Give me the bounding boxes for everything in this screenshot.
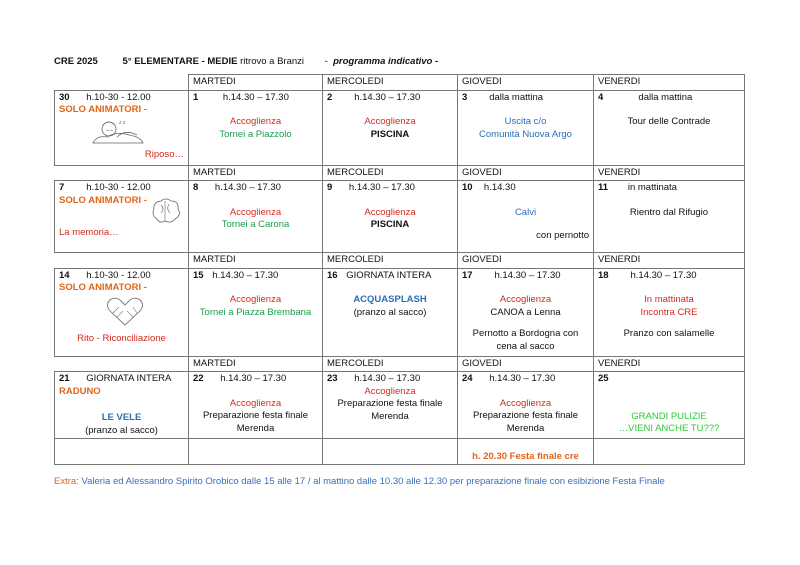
- day-cell-3: [458, 90, 594, 165]
- day-cell-14: [55, 268, 189, 356]
- activity-line: Merenda: [506, 422, 545, 434]
- weekday-header-row: [55, 75, 745, 91]
- empty-cell: [55, 439, 189, 465]
- day-number: 2: [327, 91, 333, 103]
- time: h.10-30 - 12.00: [86, 269, 151, 281]
- day-cell-18: [594, 268, 745, 356]
- activity-line: Preparazione festa finale: [202, 410, 309, 421]
- activity-line: Accoglienza: [229, 116, 282, 127]
- day-number: 17: [462, 269, 473, 281]
- header-title: CRE 2025: [54, 56, 98, 67]
- activity-line: Tour delle Contrade: [627, 116, 711, 127]
- day-cell-1: [189, 90, 323, 165]
- weekday-header-row: [55, 356, 745, 372]
- final-event-cell: [458, 439, 594, 465]
- schedule-table: [54, 74, 745, 465]
- day-number: 11: [598, 182, 609, 193]
- empty-header-cell: [55, 165, 189, 181]
- time: h.10-30 - 12.00: [86, 182, 151, 193]
- time: dalla mattina: [489, 91, 544, 103]
- empty-header-cell: [55, 356, 189, 372]
- day-header-thu: GIOVEDI: [458, 356, 594, 372]
- day-header-thu: GIOVEDI: [458, 253, 594, 269]
- extra-note: [54, 476, 665, 487]
- theme-note: Riposo…: [144, 148, 184, 160]
- day-cell-30: [55, 90, 189, 165]
- empty-header-cell: [55, 253, 189, 269]
- activity-line: …VIENI ANCHE TU???: [618, 423, 720, 434]
- day-number: 8: [193, 182, 199, 193]
- activity-line: (pranzo al sacco): [353, 306, 427, 318]
- time: h.10-30 - 12.00: [86, 91, 151, 103]
- sleeping-child-icon: [87, 115, 147, 149]
- activity-line: Accoglienza: [229, 397, 282, 409]
- day-number: 14: [59, 269, 70, 281]
- day-header-fri: VENERDI: [594, 356, 745, 372]
- time: h.14.30 – 17.30: [222, 91, 289, 103]
- day-number: 16: [327, 269, 338, 281]
- activity-line: Tornei a Carona: [221, 219, 290, 230]
- activity-line: Tornei a Piazzolo: [219, 128, 292, 140]
- day-header-tue: MARTEDI: [189, 75, 323, 91]
- week-row: [55, 90, 745, 165]
- week-row: [55, 372, 745, 439]
- activity-line: Accoglienza: [499, 397, 552, 409]
- day-header-wed: MERCOLEDI: [323, 356, 458, 372]
- activity-line: Merenda: [371, 410, 409, 422]
- time: h.14.30 – 17.30: [630, 269, 697, 281]
- hands-heart-icon: [105, 295, 145, 329]
- activity-line: Accoglienza: [364, 385, 416, 397]
- activity-line: Comunità Nuova Argo: [479, 128, 572, 140]
- day-header-fri: VENERDI: [594, 253, 745, 269]
- day-header-tue: MARTEDI: [189, 253, 323, 269]
- day-number: 9: [327, 182, 333, 193]
- week-row: [55, 181, 745, 253]
- activity-line: Accoglienza: [229, 206, 282, 218]
- day-number: 4: [598, 91, 604, 103]
- day-cell-2: [323, 90, 458, 165]
- time: GIORNATA INTERA: [86, 373, 172, 384]
- final-party-label: h. 20.30 Festa finale cre: [472, 450, 579, 462]
- activity-line: In mattinata: [644, 294, 694, 305]
- time: GIORNATA INTERA: [346, 269, 432, 281]
- extra-text: Valeria ed Alessandro Spirito Orobico dalle 15 alle 17 / al mattino dalle 10.30 alle 12.30 per preparazione finale con esibizione Festa Finale: [81, 476, 665, 487]
- header-program-note: programma indicativo -: [333, 56, 439, 67]
- header-meeting-place: ritrovo a Branzi: [240, 56, 305, 67]
- day-header-fri: VENERDI: [594, 75, 745, 91]
- day-header-thu: GIOVEDI: [458, 75, 594, 91]
- activity-line: PISCINA: [370, 219, 410, 230]
- week-row: [55, 268, 745, 356]
- day-number: 23: [327, 373, 338, 384]
- day-header-thu: GIOVEDI: [458, 165, 594, 181]
- weekday-header-row: [55, 253, 745, 269]
- header-separator: -: [324, 56, 328, 67]
- empty-cell: [323, 439, 458, 465]
- activity-line: cena al sacco: [496, 340, 555, 352]
- time: h.14.30 – 17.30: [348, 182, 415, 193]
- extra-label: Extra:: [54, 476, 79, 487]
- day-number: 22: [193, 373, 204, 384]
- time: h.14.30 – 17.30: [494, 269, 561, 281]
- day-number: 1: [193, 91, 199, 103]
- activity-line: ACQUASPLASH: [353, 294, 427, 305]
- theme-note: Rito - Riconciliazione: [77, 332, 166, 344]
- day-number: 7: [59, 182, 65, 193]
- activity-line: Pernotto a Bordogna con: [472, 328, 579, 339]
- brain-icon: [149, 197, 183, 227]
- day-cell-7: [55, 181, 189, 253]
- day-cell-9: [323, 181, 458, 253]
- day-number: 24: [462, 373, 473, 384]
- day-number: 21: [59, 373, 70, 384]
- staff-only-label: SOLO ANIMATORI -: [59, 104, 147, 115]
- day-cell-10: [458, 181, 594, 253]
- day-number: 25: [598, 373, 609, 384]
- staff-only-label: SOLO ANIMATORI -: [59, 282, 147, 293]
- time: h.14.30 – 17.30: [489, 373, 556, 384]
- empty-header-cell: [55, 75, 189, 91]
- activity-line: GRANDI PULIZIE: [631, 410, 707, 422]
- activity-line: Incontra CRE: [640, 306, 698, 318]
- day-cell-4: [594, 90, 745, 165]
- event-label: RADUNO: [59, 385, 101, 397]
- empty-cell: [189, 439, 323, 465]
- activity-line: Preparazione festa finale: [472, 410, 579, 421]
- svg-text:z z: z z: [119, 119, 126, 126]
- day-header-wed: MERCOLEDI: [323, 253, 458, 269]
- day-cell-23: [323, 372, 458, 439]
- activity-line: Tornei a Piazza Brembana: [199, 306, 312, 318]
- day-header-wed: MERCOLEDI: [323, 165, 458, 181]
- time: h.14.30: [483, 182, 516, 193]
- activity-line: LE VELE: [101, 412, 142, 423]
- day-cell-16: [323, 268, 458, 356]
- activity-line: Accoglienza: [364, 116, 416, 127]
- activity-line: Accoglienza: [499, 294, 552, 305]
- activity-line: Rientro dal Rifugio: [629, 206, 709, 218]
- day-header-wed: MERCOLEDI: [323, 75, 458, 91]
- time: in mattinata: [627, 182, 677, 193]
- time: h.14.30 – 17.30: [214, 182, 281, 193]
- time: h.14.30 – 17.30: [212, 269, 279, 281]
- time: dalla mattina: [638, 91, 693, 103]
- day-number: 3: [462, 91, 468, 103]
- day-number: 10: [462, 182, 473, 193]
- activity-line: Accoglienza: [229, 294, 282, 305]
- activity-line: Accoglienza: [364, 206, 416, 218]
- time: h.14.30 – 17.30: [354, 91, 421, 103]
- day-cell-22: [189, 372, 323, 439]
- activity-line: CANOA a Lenna: [490, 306, 561, 318]
- day-cell-21: [55, 372, 189, 439]
- day-header-fri: VENERDI: [594, 165, 745, 181]
- time: h.14.30 – 17.30: [220, 373, 287, 384]
- time: h.14.30 – 17.30: [354, 373, 421, 384]
- empty-cell: [594, 439, 745, 465]
- header-class: 5° ELEMENTARE - MEDIE: [122, 56, 238, 67]
- day-cell-17: [458, 268, 594, 356]
- activity-line: Pranzo con salamelle: [623, 328, 715, 339]
- day-number: 30: [59, 91, 70, 103]
- staff-only-label: SOLO ANIMATORI -: [59, 194, 147, 206]
- document-header: [54, 56, 438, 67]
- activity-line: (pranzo al sacco): [85, 424, 158, 436]
- day-cell-24: [458, 372, 594, 439]
- theme-note: La memoria…: [59, 227, 119, 238]
- activity-line: con pernotto: [536, 230, 589, 241]
- activity-line: Merenda: [236, 422, 275, 434]
- day-cell-25: [594, 372, 745, 439]
- day-cell-11: [594, 181, 745, 253]
- activity-line: Uscita c/o: [504, 116, 547, 127]
- activity-line: Calvi: [514, 206, 537, 218]
- activity-line: Preparazione festa finale: [337, 398, 443, 409]
- day-header-tue: MARTEDI: [189, 356, 323, 372]
- day-header-tue: MARTEDI: [189, 165, 323, 181]
- activity-line: PISCINA: [370, 128, 410, 140]
- final-event-row: [55, 439, 745, 465]
- day-cell-15: [189, 268, 323, 356]
- day-number: 15: [193, 269, 204, 281]
- day-cell-8: [189, 181, 323, 253]
- day-number: 18: [598, 269, 609, 281]
- weekday-header-row: [55, 165, 745, 181]
